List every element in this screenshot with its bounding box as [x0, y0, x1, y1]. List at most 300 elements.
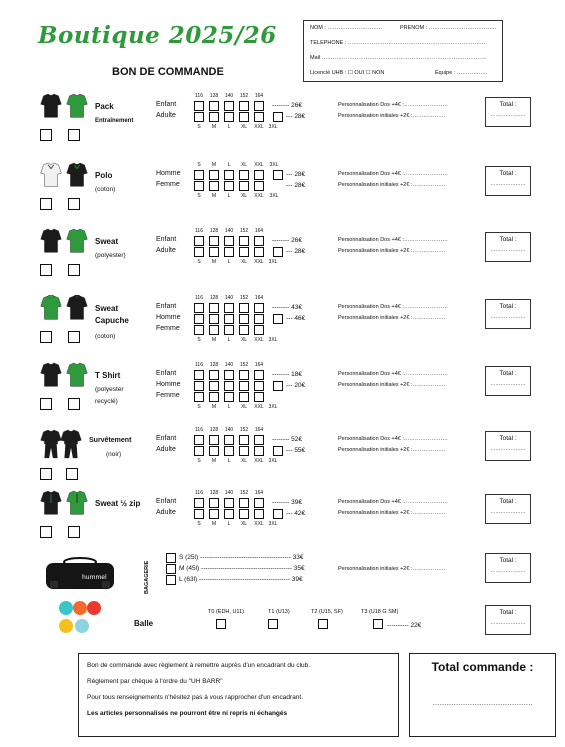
perso-initiales[interactable]: Personnalisation initiales +2€ :………………: [338, 447, 446, 453]
size-footer: XXL: [254, 337, 264, 343]
size-box[interactable]: [209, 392, 219, 402]
size-box[interactable]: [209, 303, 219, 313]
price-value: 46€: [294, 315, 306, 322]
size-box[interactable]: [224, 370, 234, 380]
size-box[interactable]: [254, 101, 264, 111]
size-box[interactable]: [194, 509, 204, 519]
size-box[interactable]: [224, 303, 234, 313]
product-check-2[interactable]: [66, 468, 78, 480]
size-header: 128: [209, 362, 219, 368]
size-footer: L: [227, 124, 231, 130]
product-total-box[interactable]: [485, 366, 531, 396]
product-name: Sweat ½ zip: [95, 499, 141, 508]
size-footer: XL: [240, 124, 248, 130]
row-label-homme: Homme: [156, 314, 181, 321]
product-check-2[interactable]: [68, 398, 80, 410]
size-footer: M: [211, 193, 217, 199]
size-footer: XL: [240, 404, 248, 410]
size-box[interactable]: [194, 392, 204, 402]
size-box-3xl[interactable]: [273, 381, 283, 391]
size-header: 128: [209, 295, 219, 301]
size-box[interactable]: [209, 435, 219, 445]
product-name: Survêtement: [89, 437, 132, 444]
size-box[interactable]: [224, 381, 234, 391]
price-2: --- 28€: [286, 113, 306, 120]
size-box[interactable]: [194, 236, 204, 246]
price-2: --- 55€: [286, 447, 306, 454]
size-header: 116: [195, 295, 203, 301]
size-header: 3XL: [269, 162, 279, 168]
size-header: 164: [254, 228, 264, 234]
total-dots: …………………: [490, 446, 526, 452]
bag-size-box[interactable]: [166, 575, 176, 585]
row-label-femme: Femme: [156, 392, 180, 399]
size-footer: L: [227, 521, 231, 527]
size-box[interactable]: [224, 325, 234, 335]
price-value: 28€: [294, 171, 306, 178]
size-header: XXL: [254, 162, 264, 168]
size-footer: S: [197, 124, 201, 130]
size-box[interactable]: [254, 446, 264, 456]
size-box[interactable]: [194, 170, 204, 180]
grand-total-label: Total commande :: [431, 660, 534, 674]
size-box-3xl[interactable]: [273, 509, 283, 519]
balls-image: [58, 600, 102, 636]
size-box[interactable]: [254, 181, 264, 191]
product-name: Pack: [95, 102, 114, 111]
balle-price-value: 22€: [410, 622, 422, 629]
black-apparel-image: [66, 295, 88, 325]
size-footer: XXL: [254, 521, 264, 527]
product-check-2[interactable]: [68, 264, 80, 276]
size-box[interactable]: [224, 314, 234, 324]
size-footer: S: [197, 458, 201, 464]
size-box[interactable]: [194, 314, 204, 324]
size-footer: XL: [240, 259, 248, 265]
product-total-box[interactable]: [485, 97, 531, 127]
bag-total-label: Total :: [499, 557, 517, 564]
size-footer: M: [211, 458, 217, 464]
size-box[interactable]: [239, 236, 249, 246]
balle-option-label: T2 (U15, SF): [311, 609, 343, 615]
product-desc: (coton): [95, 333, 116, 340]
perso-initiales[interactable]: Personnalisation initiales +2€ :………………: [338, 382, 446, 388]
customer-info-box: [303, 20, 503, 82]
size-box[interactable]: [254, 370, 264, 380]
size-header: 140: [224, 295, 234, 301]
row-label-adulte: Adulte: [156, 247, 176, 254]
size-box-3xl[interactable]: [273, 247, 283, 257]
size-footer: 3XL: [269, 193, 279, 199]
row-label-enfant: Enfant: [156, 236, 177, 243]
licencie-field[interactable]: Licencié UHB : ☐ OUI ☐ NON: [310, 70, 385, 76]
size-footer: XL: [240, 337, 248, 343]
price-2: --- 20€: [286, 382, 306, 389]
info-line-3: Pour tous renseignements n'hésitez pas à vous rapprocher d'un encadrant.: [87, 694, 304, 701]
size-box[interactable]: [194, 446, 204, 456]
perso-dos[interactable]: Personnalisation Dos +4€ :……………………: [338, 499, 448, 505]
black-apparel-image: [60, 429, 82, 459]
size-box[interactable]: [194, 112, 204, 122]
price-value: 26€: [291, 102, 302, 109]
size-footer: XXL: [254, 124, 264, 130]
size-box[interactable]: [254, 314, 264, 324]
bagagerie-label: BAGAGERIE: [144, 560, 150, 594]
product-desc: (polyester recyclé): [95, 386, 124, 405]
size-header: 140: [224, 362, 234, 368]
balle-option-label: T1 (U13): [268, 609, 290, 615]
balle-option-box[interactable]: [268, 619, 278, 629]
price-value: 28€: [294, 182, 306, 189]
size-box[interactable]: [239, 381, 249, 391]
equipe-field[interactable]: Équipe : ……………..: [435, 70, 488, 76]
price-value: 28€: [294, 248, 306, 255]
perso-initiales[interactable]: Personnalisation initiales +2€ :………………: [338, 315, 446, 321]
size-box[interactable]: [239, 314, 249, 324]
perso-dos[interactable]: Personnalisation Dos +4€ :……………………: [338, 304, 448, 310]
size-footer: L: [227, 404, 231, 410]
perso-dos[interactable]: Personnalisation Dos +4€ :……………………: [338, 436, 448, 442]
balle-total-dots: …………………: [490, 620, 526, 626]
size-footer: S: [197, 193, 201, 199]
size-box[interactable]: [224, 236, 234, 246]
size-header: 140: [224, 427, 234, 433]
product-check-2[interactable]: [68, 331, 80, 343]
total-label: Total :: [499, 170, 517, 177]
bag-size-row: M (45l) ------------------------------------------ 35€: [179, 565, 305, 572]
size-box[interactable]: [194, 303, 204, 313]
product-name: Polo: [95, 171, 113, 180]
size-footer: XL: [240, 521, 248, 527]
product-check-1[interactable]: [40, 468, 52, 480]
product-desc: (polyester): [95, 252, 126, 259]
product-check-1[interactable]: [40, 129, 52, 141]
price-value: 42€: [294, 510, 306, 517]
size-header: 164: [254, 427, 264, 433]
size-box[interactable]: [224, 181, 234, 191]
size-box[interactable]: [239, 509, 249, 519]
size-footer: XL: [240, 193, 248, 199]
prenom-field[interactable]: PRENOM : ……………………………….: [400, 25, 497, 31]
bag-size-row: S (25l) ------------------------------------------ 33€: [179, 554, 304, 561]
perso-dos[interactable]: Personnalisation Dos +4€ :……………………: [338, 171, 448, 177]
price-2: --- 28€: [286, 248, 306, 255]
size-box[interactable]: [209, 112, 219, 122]
row-label-homme: Homme: [156, 170, 181, 177]
perso-dos[interactable]: Personnalisation Dos +4€ :……………………: [338, 102, 448, 108]
size-header: 152: [239, 295, 249, 301]
product-check-1[interactable]: [40, 398, 52, 410]
bagagerie-label-wrap: [142, 554, 151, 594]
price-1: -------- 26€: [272, 102, 302, 109]
size-header: 164: [254, 362, 264, 368]
sports-bag-image: [44, 557, 116, 591]
size-footer: XXL: [254, 458, 264, 464]
bag-total-dots: …………………: [490, 568, 526, 574]
total-dots: …………………: [490, 181, 526, 187]
size-box[interactable]: [254, 325, 264, 335]
bag-perso-initiales[interactable]: Personnalisation initiales +2€ :………………: [338, 566, 446, 572]
size-footer: S: [197, 404, 201, 410]
price-value: 55€: [294, 447, 306, 454]
info-line-4: Les articles personnalisés ne pourront être ni repris ni échangés: [87, 710, 288, 717]
total-dots: …………………: [490, 247, 526, 253]
size-box-3xl[interactable]: [273, 446, 283, 456]
bag-size-price: 33€: [292, 554, 304, 561]
info-line-2: Règlement par chèque à l'ordre du "UH BARR": [87, 678, 223, 685]
product-check-1[interactable]: [40, 264, 52, 276]
size-footer: S: [197, 259, 201, 265]
size-header: 152: [239, 427, 249, 433]
size-header: 152: [239, 362, 249, 368]
size-box[interactable]: [224, 446, 234, 456]
size-header: 140: [224, 490, 234, 496]
size-header: L: [227, 162, 231, 168]
size-header: 128: [209, 490, 219, 496]
black-apparel-image: [40, 362, 62, 392]
size-footer: 3XL: [268, 337, 278, 343]
perso-dos[interactable]: Personnalisation Dos +4€ :……………………: [338, 237, 448, 243]
balle-option-box[interactable]: [318, 619, 328, 629]
size-footer: M: [211, 521, 217, 527]
product-total-box[interactable]: [485, 166, 531, 196]
size-box[interactable]: [194, 247, 204, 257]
size-header: 128: [209, 93, 219, 99]
size-box[interactable]: [209, 314, 219, 324]
size-box[interactable]: [194, 381, 204, 391]
size-box[interactable]: [239, 112, 249, 122]
size-box-3xl[interactable]: [273, 170, 283, 180]
balle-option-box[interactable]: [373, 619, 383, 629]
size-box[interactable]: [254, 247, 264, 257]
product-check-1[interactable]: [40, 331, 52, 343]
size-box[interactable]: [254, 381, 264, 391]
grand-total-box[interactable]: [409, 653, 556, 737]
perso-initiales[interactable]: Personnalisation initiales +2€ :………………: [338, 248, 446, 254]
size-box[interactable]: [209, 236, 219, 246]
size-box[interactable]: [209, 509, 219, 519]
size-box[interactable]: [224, 498, 234, 508]
size-box[interactable]: [194, 181, 204, 191]
telephone-field[interactable]: TELEPHONE : …………………………………………………………………: [310, 40, 486, 46]
row-label-enfant: Enfant: [156, 435, 177, 442]
size-header: 164: [254, 295, 264, 301]
black-apparel-image: [66, 162, 88, 192]
size-box[interactable]: [254, 392, 264, 402]
size-box[interactable]: [224, 509, 234, 519]
size-box[interactable]: [239, 303, 249, 313]
size-header: 128: [209, 228, 219, 234]
product-total-box[interactable]: [485, 494, 531, 524]
size-footer: L: [227, 458, 231, 464]
info-line-1: Bon de commande avec règlement à remettre auprès d'un encadrant du club.: [87, 662, 311, 669]
size-header: 164: [254, 93, 264, 99]
size-header: M: [211, 162, 217, 168]
product-check-2[interactable]: [68, 526, 80, 538]
balle-label: Balle: [134, 619, 154, 628]
price-2: --- 42€: [286, 510, 306, 517]
balle-option-label: T3 (U18 G SM): [361, 609, 399, 615]
size-box[interactable]: [194, 498, 204, 508]
size-box[interactable]: [224, 247, 234, 257]
black-apparel-image: [40, 429, 62, 459]
size-box[interactable]: [239, 446, 249, 456]
size-header: 116: [195, 93, 203, 99]
product-desc: (noir): [106, 451, 122, 458]
size-box[interactable]: [194, 435, 204, 445]
product-check-2[interactable]: [68, 198, 80, 210]
size-footer: M: [211, 124, 217, 130]
row-label-adulte: Adulte: [156, 446, 176, 453]
product-total-box[interactable]: [485, 299, 531, 329]
size-box[interactable]: [239, 370, 249, 380]
size-box[interactable]: [209, 446, 219, 456]
bag-total-box[interactable]: [485, 553, 531, 583]
row-label-homme: Homme: [156, 381, 181, 388]
page-subtitle: BON DE COMMANDE: [112, 66, 224, 78]
size-footer: XXL: [254, 404, 264, 410]
green-apparel-image: [40, 295, 62, 325]
size-header: 116: [195, 427, 203, 433]
size-box[interactable]: [224, 170, 234, 180]
product-check-1[interactable]: [40, 526, 52, 538]
price-value: 39€: [291, 499, 302, 506]
total-label: Total :: [499, 101, 517, 108]
product-total-box[interactable]: [485, 431, 531, 461]
balle-total-box[interactable]: [485, 605, 531, 635]
black-apparel-image: [40, 93, 62, 123]
perso-dos[interactable]: Personnalisation Dos +4€ :……………………: [338, 371, 448, 377]
size-box[interactable]: [194, 101, 204, 111]
mail-field[interactable]: Mail ………………………………………………………………………………: [310, 55, 487, 61]
size-footer: S: [197, 521, 201, 527]
bag-size-label: M (45l): [179, 565, 200, 572]
size-footer: M: [211, 404, 217, 410]
size-box[interactable]: [224, 392, 234, 402]
size-header: 140: [224, 93, 234, 99]
size-header: 116: [195, 362, 203, 368]
price-2: --- 46€: [286, 315, 306, 322]
price-1: -------- 26€: [272, 237, 302, 244]
size-box[interactable]: [209, 325, 219, 335]
size-box[interactable]: [254, 498, 264, 508]
size-box[interactable]: [209, 181, 219, 191]
size-box[interactable]: [239, 392, 249, 402]
row-label-enfant: Enfant: [156, 303, 177, 310]
size-box[interactable]: [254, 170, 264, 180]
size-box[interactable]: [239, 170, 249, 180]
size-box[interactable]: [224, 435, 234, 445]
total-label: Total :: [499, 303, 517, 310]
size-box[interactable]: [254, 112, 264, 122]
size-box[interactable]: [209, 370, 219, 380]
size-footer: 3XL: [268, 259, 278, 265]
size-box-3xl[interactable]: [273, 314, 283, 324]
size-box[interactable]: [254, 435, 264, 445]
size-header: XL: [240, 162, 248, 168]
size-footer: 3XL: [268, 521, 278, 527]
price-value: 28€: [294, 113, 306, 120]
green-apparel-image: [66, 490, 88, 520]
size-box[interactable]: [209, 101, 219, 111]
size-box[interactable]: [254, 509, 264, 519]
size-box[interactable]: [209, 247, 219, 257]
price-value: 26€: [291, 237, 302, 244]
price-value: 43€: [291, 304, 302, 311]
perso-initiales[interactable]: Personnalisation initiales +2€ :………………: [338, 113, 446, 119]
row-label-adulte: Adulte: [156, 509, 176, 516]
row-label-enfant: Enfant: [156, 498, 177, 505]
size-footer: L: [227, 259, 231, 265]
row-label-adulte: Adulte: [156, 112, 176, 119]
size-box[interactable]: [209, 498, 219, 508]
size-box[interactable]: [194, 325, 204, 335]
price-1: -------- 52€: [272, 436, 302, 443]
size-box[interactable]: [239, 101, 249, 111]
size-header: S: [197, 162, 201, 168]
green-apparel-image: [66, 228, 88, 258]
size-box[interactable]: [239, 498, 249, 508]
size-box[interactable]: [254, 236, 264, 246]
total-label: Total :: [499, 435, 517, 442]
size-box[interactable]: [254, 303, 264, 313]
size-box[interactable]: [239, 247, 249, 257]
size-header: 152: [239, 490, 249, 496]
total-dots: …………………: [490, 314, 526, 320]
bag-size-box[interactable]: [166, 553, 176, 563]
page-title: Boutique 2025/26: [38, 22, 277, 49]
size-box-3xl[interactable]: [273, 112, 283, 122]
black-apparel-image: [40, 490, 62, 520]
size-footer: 3XL: [268, 458, 278, 464]
perso-initiales[interactable]: Personnalisation initiales +2€ :………………: [338, 510, 446, 516]
size-header: 152: [239, 93, 249, 99]
product-name: Sweat: [95, 237, 119, 246]
size-footer: XL: [240, 458, 248, 464]
row-label-femme: Femme: [156, 181, 180, 188]
bag-size-box[interactable]: [166, 564, 176, 574]
size-header: 164: [254, 490, 264, 496]
bag-size-label: L (63l): [179, 576, 198, 583]
product-check-2[interactable]: [68, 129, 80, 141]
size-footer: 3XL: [268, 124, 278, 130]
size-footer: M: [211, 337, 217, 343]
product-total-box[interactable]: [485, 232, 531, 262]
nom-field[interactable]: NOM : …………………………: [310, 25, 383, 31]
size-box[interactable]: [239, 181, 249, 191]
size-footer: L: [227, 337, 231, 343]
size-footer: XXL: [254, 259, 264, 265]
size-box[interactable]: [194, 370, 204, 380]
balle-option-label: T0 (EDH, U11): [208, 609, 244, 615]
size-footer: S: [197, 337, 201, 343]
product-check-1[interactable]: [40, 198, 52, 210]
size-box[interactable]: [239, 325, 249, 335]
size-footer: XXL: [254, 193, 264, 199]
product-name: T Shirt: [95, 371, 121, 380]
size-box[interactable]: [224, 101, 234, 111]
size-box[interactable]: [224, 112, 234, 122]
size-box[interactable]: [209, 170, 219, 180]
balle-option-box[interactable]: [216, 619, 226, 629]
price-value: 52€: [291, 436, 302, 443]
size-box[interactable]: [209, 381, 219, 391]
total-dots: …………………: [490, 509, 526, 515]
balle-total-label: Total :: [499, 609, 517, 616]
size-box[interactable]: [239, 435, 249, 445]
grand-total-dots: …………………………………….: [432, 700, 533, 707]
perso-initiales[interactable]: Personnalisation initiales +2€ :………………: [338, 182, 446, 188]
